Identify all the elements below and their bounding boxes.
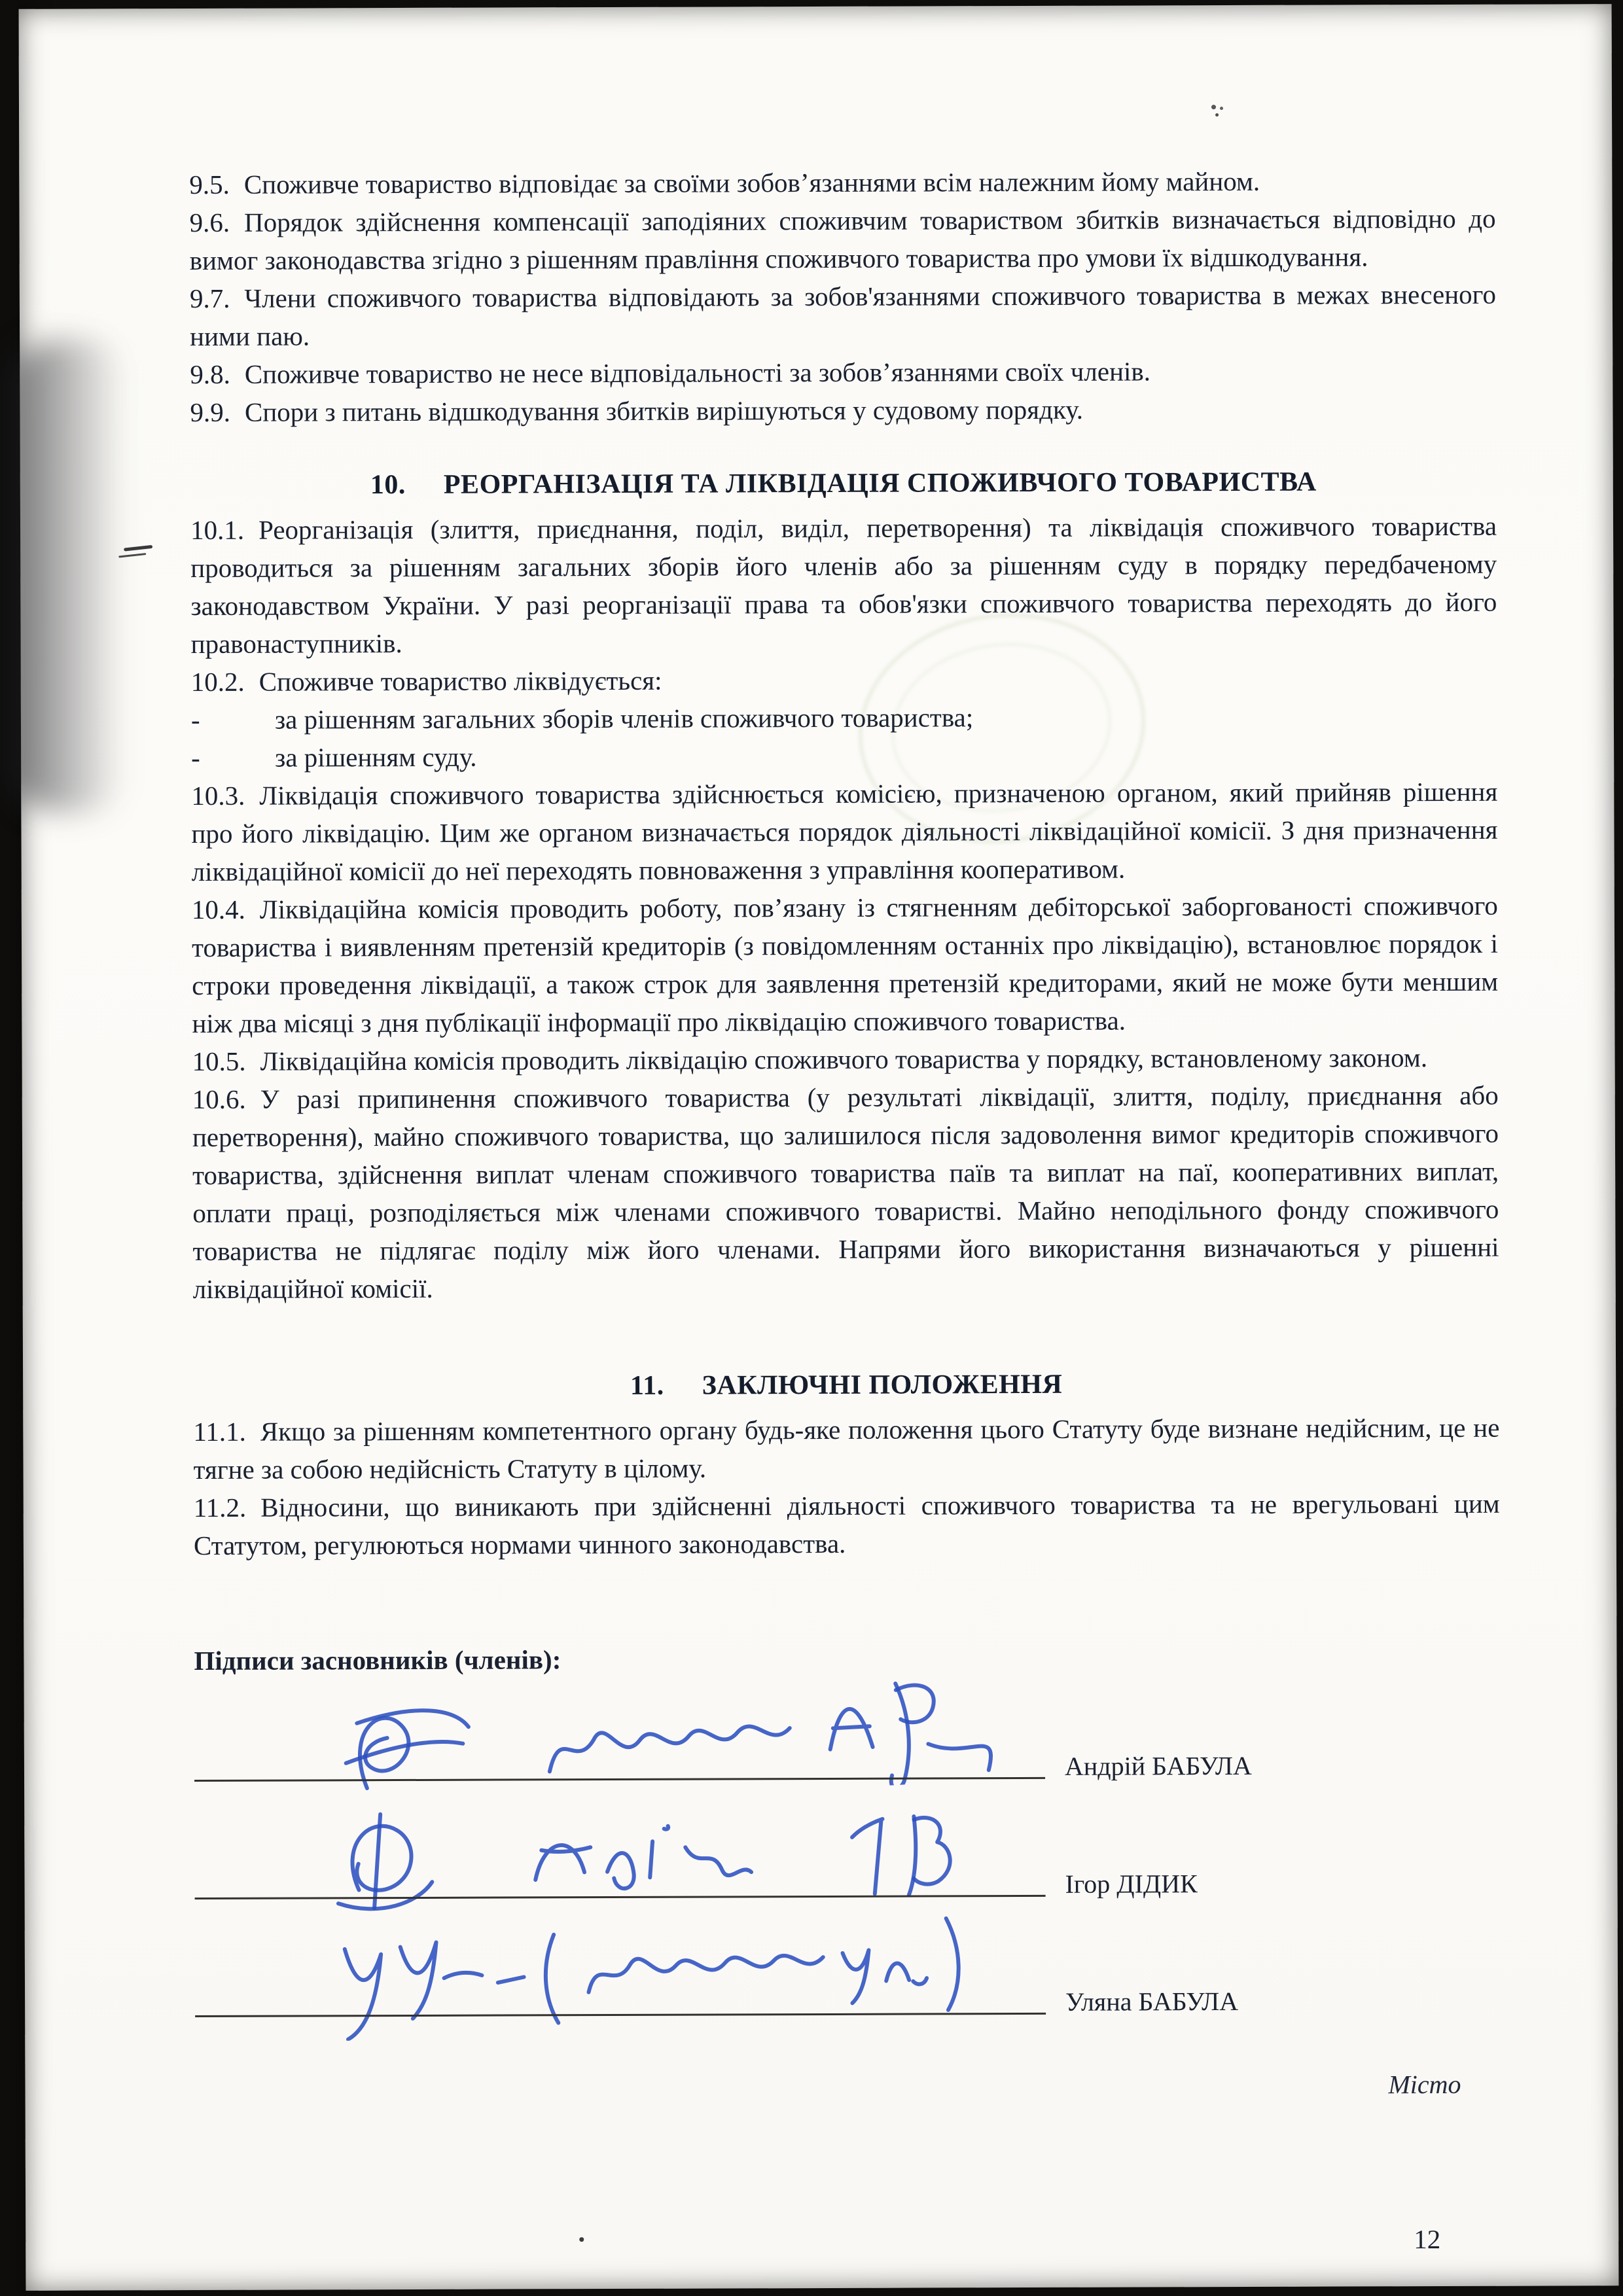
dash-text: за рішенням суду. xyxy=(275,741,477,773)
dash-text: за рішенням загальних зборів членів споживчого товариства; xyxy=(274,702,974,735)
clause-number: 11.2. xyxy=(193,1492,247,1523)
clause-number: 9.8. xyxy=(190,359,230,390)
signature-row-3 xyxy=(195,1918,1502,2040)
section-number: 11. xyxy=(630,1370,664,1401)
paragraph-11-2 xyxy=(194,1485,1500,1564)
paragraph-9-5 xyxy=(189,162,1495,203)
paragraph-10-5 xyxy=(192,1038,1498,1080)
signatures-label: Підписи засновників (членів): xyxy=(194,1644,562,1676)
document-page xyxy=(19,4,1619,2291)
paragraph-11-1 xyxy=(193,1409,1499,1489)
clause-text: У разі припинення споживчого товариства (у результаті ліквідації, злиття, поділу, приєднання або перетворення), майно споживчого товариства, що залишилося після задоволення вимог кредиторів споживчого товариства, здійснення виплат членам споживчого товариства паїв та виплат на паї, кооперативних виплат, оплати праці, розподіляється між членами споживчого товаристві. Майно неподільного фонду споживчого товариства не підлягає поділу між його членами. Напрями його використання визначаються у рішенні ліквідаційної комісії. xyxy=(192,1080,1499,1305)
paragraph-10-3 xyxy=(191,773,1498,891)
clause-number: 10.3. xyxy=(191,780,245,811)
signature-line xyxy=(195,2013,1046,2017)
paragraph-10-1 xyxy=(190,507,1497,663)
place-label: Місто xyxy=(1388,2069,1461,2100)
signer-name: Андрій БАБУЛА xyxy=(1064,1750,1252,1781)
signer-name: Ігор ДІДИК xyxy=(1065,1869,1198,1899)
clause-number: 10.1. xyxy=(190,514,245,546)
clause-number: 9.9. xyxy=(190,397,231,428)
clause-text: Ліквідаційна комісія проводить роботу, пов’язану із стягненням дебіторської заборгованості споживчого товариства і виявленням претензій кредиторів (з повідомленням останніх про ліквідацію), встановлює порядок і строки проведення ліквідації, а також строк для заявлення претензій кредиторами, який не може бути меншим ніж два місяці з дня публікації інформації про ліквідацію споживчого товариства. xyxy=(191,890,1499,1039)
clause-text: Споживче товариство ліквідується: xyxy=(259,665,662,697)
signature-row-2 xyxy=(194,1800,1501,1922)
clause-text: Порядок здійснення компенсації заподіяних споживчим товариством збитків визначається відповідно до вимог законодавства згідно з рішенням правління споживчого товариства про умови їх відшкодування. xyxy=(189,203,1496,276)
signature-line xyxy=(194,1777,1045,1782)
clause-number: 10.2. xyxy=(190,666,245,698)
clause-text: Ліквідаційна комісія проводить ліквідацію споживчого товариства у порядку, встановленому законом. xyxy=(260,1042,1428,1076)
signature-line xyxy=(195,1895,1046,1899)
clause-text: Спори з питань відшкодування збитків вирішуються у судовому порядку. xyxy=(244,394,1083,427)
section-10-heading xyxy=(190,463,1497,504)
paragraph-9-6 xyxy=(189,200,1495,279)
dash-mark: - xyxy=(190,704,200,735)
clause-text: Ліквідація споживчого товариства здійснюється комісією, призначеною органом, який прийняв рішення про його ліквідацію. Цим же органом визначається порядок діяльності ліквідаційної комісії. З дня призначення ліквідаційної комісії до неї переходять повноваження з управління кооперативом. xyxy=(191,776,1498,887)
clause-number: 10.5. xyxy=(192,1046,246,1077)
paragraph-9-7 xyxy=(190,275,1496,355)
clause-number: 11.1. xyxy=(193,1416,246,1447)
page-number: 12 xyxy=(1414,2224,1441,2255)
clause-number: 9.6. xyxy=(189,207,230,238)
section-title: РЕОРГАНІЗАЦІЯ ТА ЛІКВІДАЦІЯ СПОЖИВЧОГО ТОВАРИСТВА xyxy=(443,467,1317,500)
section-title: ЗАКЛЮЧНІ ПОЛОЖЕННЯ xyxy=(702,1369,1063,1401)
page-content xyxy=(19,4,1619,2291)
signatures-block xyxy=(194,1682,1502,2040)
clause-number: 9.7. xyxy=(189,283,230,314)
clause-text: Члени споживчого товариства відповідають за зобов'язаннями споживчого товариства в межах внесеного ними паю. xyxy=(190,279,1496,352)
dash-item-1 xyxy=(191,697,1497,739)
paragraph-10-2 xyxy=(191,659,1497,701)
clause-text: Реорганізація (злиття, приєднання, поділ, виділ, перетворення) та ліквідація споживчого товариства проводиться за рішенням загальних зборів його членів або за рішенням суду в порядку передбаченому законодавством України. У разі реорганізації права та обов'язки споживчого товариства переходять до його правонаступників. xyxy=(190,510,1497,660)
paragraph-9-9 xyxy=(190,389,1496,431)
dash-item-2 xyxy=(191,735,1497,777)
scan-shadow-blob xyxy=(13,340,124,811)
clause-text: Якщо за рішенням компетентного органу будь-яке положення цього Статуту буде визнане недійсним, це не тягне за собою недійсність Статуту в цілому. xyxy=(193,1412,1500,1485)
clause-text: Споживче товариство відповідає за своїми зобов’язаннями всім належним йому майном. xyxy=(243,166,1260,200)
paragraph-10-6 xyxy=(192,1076,1499,1308)
dash-mark: - xyxy=(191,742,200,773)
signer-name: Уляна БАБУЛА xyxy=(1065,1986,1239,2017)
signature-row-1 xyxy=(194,1682,1501,1804)
section-number: 10. xyxy=(370,469,406,501)
clause-number: 9.5. xyxy=(189,169,230,200)
section-11-heading xyxy=(193,1364,1499,1406)
clause-number: 10.6. xyxy=(192,1084,246,1115)
clause-number: 10.4. xyxy=(191,894,245,925)
paragraph-10-4 xyxy=(192,887,1499,1042)
clause-text: Відносини, що виникають при здійсненні діяльності споживчого товариства та не врегульовані цим Статутом, регулюються нормами чинного законодавства. xyxy=(193,1488,1500,1561)
paragraph-9-8 xyxy=(190,351,1496,393)
clause-text: Споживче товариство не несе відповідальності за зобов’язаннями своїх членів. xyxy=(244,356,1151,389)
